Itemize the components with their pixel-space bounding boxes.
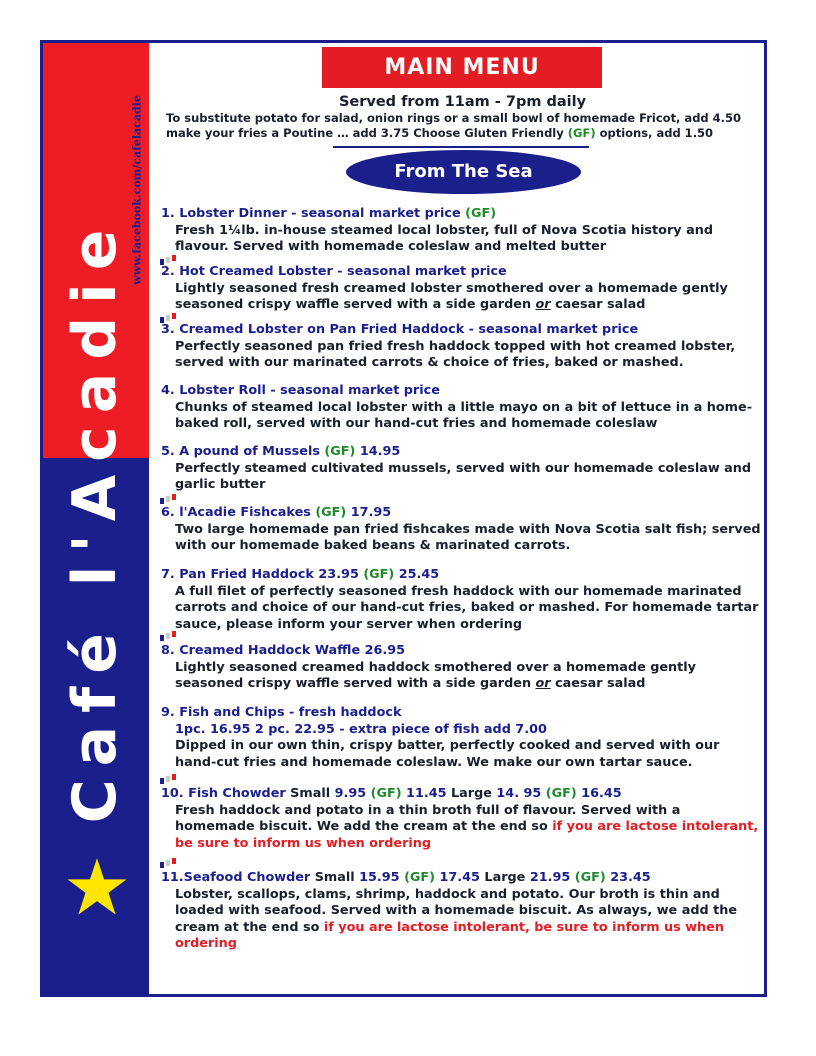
item-heading: 10. Fish Chowder Small 9.95 (GF) 11.45 Large 14. 95 (GF) 16.45 (161, 786, 622, 801)
menu-item (161, 383, 761, 433)
menu-item (161, 444, 761, 494)
item-description: Lobster, scallops, clams, shrimp, haddock and potato. Our broth is thin and loaded with seafood. Served with a homemade biscuit. As always, we add the cream at the end so if you are lactose intolerant, be sure to inform us when ordering (175, 886, 738, 951)
page-title: MAIN MENU (322, 47, 602, 88)
item-heading: 5. A pound of Mussels (GF) 14.95 (161, 444, 401, 459)
item-description: Lightly seasoned creamed haddock smothered over a homemade gently seasoned crispy waffle served with a side garden or caesar salad (175, 659, 697, 691)
menu-item (161, 870, 761, 953)
menu-item (161, 322, 761, 372)
item-description: A full filet of perfectly seasoned fresh haddock with our homemade marinated carrots and choice of our hand-cut fries, baked or mashed. For homemade tartar sauce, please inform your server when ordering (175, 583, 759, 632)
note-poutine: make your fries a Poutine … add 3.75 Choose Gluten Friendly (GF) options, add 1.50 (166, 126, 714, 140)
item-heading: 8. Creamed Haddock Waffle 26.95 (161, 643, 406, 658)
divider (333, 146, 589, 148)
star-icon (65, 855, 129, 919)
item-description: Two large homemade pan fried fishcakes made with Nova Scotia salt fish; served with our homemade baked beans & marinated carrots. (175, 521, 761, 553)
item-description: Chunks of steamed local lobster with a little mayo on a bit of lettuce in a home-baked roll, served with our hand-cut fries and homemade coleslaw (175, 399, 753, 431)
item-heading: 6. l'Acadie Fishcakes (GF) 17.95 (161, 505, 392, 520)
item-heading: 3. Creamed Lobster on Pan Fried Haddock - seasonal market price (161, 322, 639, 337)
item-description: Perfectly steamed cultivated mussels, served with our homemade coleslaw and garlic butter (175, 460, 752, 492)
menu-item (161, 567, 761, 633)
item-heading: 4. Lobster Roll - seasonal market price (161, 383, 440, 398)
acadian-flag-icon (160, 858, 176, 868)
acadian-flag-icon (160, 774, 176, 784)
menu-item (161, 786, 761, 852)
menu-item (161, 643, 761, 693)
note-substitute: To substitute potato for salad, onion rings or a small bowl of homemade Fricot, add 4.50 (166, 111, 742, 125)
item-description: Dipped in our own thin, crispy batter, perfectly cooked and served with our hand-cut fries and homemade coleslaw. We make our own tartar sauce. (175, 738, 720, 770)
item-description: Lightly seasoned fresh creamed lobster smothered over a homemade gently seasoned crispy waffle served with a side garden or caesar salad (175, 280, 728, 312)
facebook-link[interactable]: www.facebook.com/cafelacadie (130, 95, 144, 285)
item-description: Fresh haddock and potato in a thin broth full of flavour. Served with a homemade biscuit. We add the cream at the end so if you are lactose intolerant, be sure to inform us when ordering (175, 802, 759, 851)
item-heading: 7. Pan Fried Haddock 23.95 (GF) 25.45 (161, 567, 440, 582)
item-heading: 2. Hot Creamed Lobster - seasonal market price (161, 264, 507, 279)
menu-item (161, 264, 761, 314)
menu-item (161, 505, 761, 555)
item-price-line: 1pc. 16.95 2 pc. 22.95 - extra piece of fish add 7.00 (175, 721, 547, 737)
section-title: From The Sea (346, 150, 581, 194)
item-description: Perfectly seasoned pan fried fresh haddock topped with hot creamed lobster, served with our marinated carrots & choice of fries, baked or mashed. (175, 338, 736, 370)
serving-hours: Served from 11am - 7pm daily (338, 94, 587, 110)
brand-name: Café l'Acadie (60, 216, 130, 824)
item-description: Fresh 1¼lb. in-house steamed local lobster, full of Nova Scotia history and flavour. Served with homemade coleslaw and melted butter (175, 222, 713, 254)
menu-item (161, 206, 761, 256)
menu-item (161, 705, 761, 771)
acadian-flag-icon (160, 494, 176, 504)
item-heading: 9. Fish and Chips - fresh haddock (161, 705, 402, 720)
item-heading: 11.Seafood Chowder Small 15.95 (GF) 17.45 Large 21.95 (GF) 23.45 (161, 870, 651, 885)
menu-notes (166, 111, 766, 141)
item-heading: 1. Lobster Dinner - seasonal market price (GF) (161, 206, 497, 221)
